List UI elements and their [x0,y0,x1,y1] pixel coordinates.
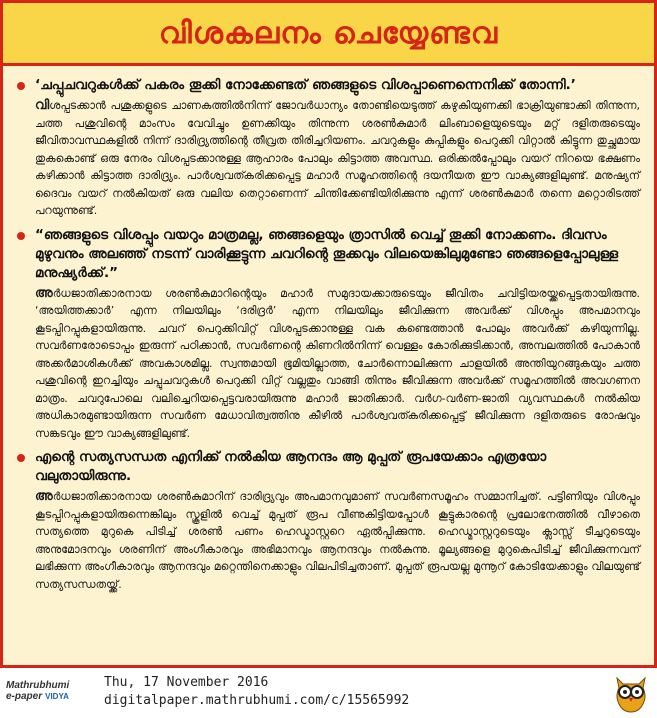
section-3 [17,448,640,593]
section-3-quote: എന്റെ സത്യസന്ധത എനിക്ക് നൽകിയ ആനന്ദം ആ മുപ്പത് രൂപയേക്കാം എത്രയോ വലുതായിരുന്നു. [17,448,640,486]
section-1-body: വിശപ്പടക്കാൻ പശുക്കളുടെ ചാണകത്തിൽനിന്ന് ജോവർധാന്യം തോണ്ടിയെടുത്ത് കഴുകിയുണക്കി ഭാക്രിയുണ്ടാക്കി തിന്നുന്ന, ചത്ത പശുവിന്റെ മാംസം വേവിച്ചും ഉണക്കിയും തിന്നുന്ന ശരൺകുമാർ ലിംബാളെയുടെയും മറ്റ് ദളിതരുടെയും ജീവിതാവസ്ഥകളിൽ നിന്ന് ദാരിദ്ര്യത്തിന്റെ തീവ്രത തിരിച്ചറിയണം. ചവറുകളും കുപ്പികളും പെറുക്കി വിറ്റാൽ കിട്ടുന്ന തുച്ഛമായ തുകകൊണ്ട് ഒരു നേരം വിശപ്പടക്കാനുള്ള ആഹാരം പോലും കിട്ടാത്ത അവസ്ഥ. ഒരിക്കൽപ്പോലും വയറ് നിറയെ ഭക്ഷണം കഴിക്കാൻ കിട്ടാത്ത ദാരിദ്ര്യം. പാർശ്വവത്കരിക്കപ്പെട്ട മഹാർ സമൂഹത്തിന്റെ ദയനീയത ഈ വാക്യങ്ങളിലുണ്ട്. മനുഷ്യന് ദൈവം വയറ് നൽകിയത് ഒരു വലിയ തെറ്റാണെന്ന് ചിന്തിക്കേണ്ടിയിരിക്കുന്നു എന്ന് ശരൺകുമാർ തന്നെ മറ്റൊരിടത്ത് പറയുന്നുണ്ട്. [35,98,640,217]
owl-mascot-icon [611,672,651,714]
epaper-footer [0,668,657,718]
mathrubhumi-logo: Mathrubhumi e-paper VIDYA [6,680,70,702]
section-2 [17,226,640,443]
article-title: വിശകലനം ചെയ്യേണ്ടവ [158,15,499,51]
bullet-icon [17,454,25,462]
section-1 [17,76,640,220]
section-3-body: അർധജാതിക്കാരനായ ശരൺകുമാറിന് ദാരിദ്ര്യവും അപമാനവുമാണ് സവർണസമൂഹം സമ്മാനിച്ചത്. പട്ടിണിയും വിശപ്പും കൂടപ്പിറപ്പുകളായിരുന്നെങ്കിലും സ്കൂളിൽ വെച്ച് മുപ്പത് രൂപ വീണുകിട്ടിയപ്പോൾ കൂട്ടുകാരന്റെ പ്രലോഭനത്തിൽ വീഴാതെ സത്യത്തെ മുറുകെ പിടിച്ച് ശരൺ പണം ഹെഡ്മാസ്റ്ററെ ഏൽപ്പിക്കുന്നു. ഹെഡ്മാസ്റ്ററുടെയും ക്ലാസ്സ് ടീച്ചറുടെയും അനുമോദനവും ശരണിന് അംഗീകാരവും അഭിമാനവും ആനന്ദവും നൽകുന്നു. മൂല്യങ്ങളെ മുറുകെപിടിച്ച് ജീവിക്കുന്നവന് ലഭിക്കുന്ന അംഗീകാരവും ആനന്ദവും മറ്റെന്തിനെക്കാളും വിലപിടിച്ചതാണ്. മുപ്പത് രൂപയല്ല മുന്നൂറ് കോടിയേക്കാളും വിലയുണ്ട് സത്യസന്ധതയ്ക്ക്. [35,489,640,591]
section-1-quote: ‘ചപ്പുചവറുകൾക്ക് പകരം തൂക്കി നോക്കേണ്ടത് ഞങ്ങളുടെ വിശപ്പാണെന്നെനിക്ക് തോന്നി.’ [17,76,640,95]
section-2-body: അർധജാതിക്കാരനായ ശരൺകുമാറിന്റെയും മഹാർ സമുദായക്കാരുടെയും ജീവിതം ചവിട്ടിയരയ്ക്കപ്പെട്ടതായിരുന്നു. ‘അയിത്തക്കാർ’ എന്ന നിലയിലും ‘ദരിദ്രർ’ എന്ന നിലയിലും ജീവിക്കുന്ന അവർക്ക് വിശപ്പും അപമാനവും കൂടപ്പിറപ്പുകളായിരുന്നു. ചവറ് പെറുക്കിവിറ്റ് വിശപ്പടക്കാനുള്ള വക കണ്ടെത്താൻ പോലും അവർക്ക് കഴിയുന്നില്ല. സവർണരോടൊപ്പം ഇരുന്ന് പഠിക്കാൻ, സവർണന്റെ കിണറിൽനിന്ന് വെള്ളം കോരിക്കുടിക്കാൻ, അമ്പലത്തിൽ പോകാൻ അക്കർമാശികൾക്ക് അവകാശമില്ല. സ്വന്തമായി ഭൂമിയില്ലാത്ത, ചോർന്നൊലിക്കുന്ന ചാളയിൽ അന്തിയുറങ്ങുകയും ചത്ത പശുവിന്റെ ഇറച്ചിയും ചപ്പുചവറുകൾ പെറുക്കി വിറ്റ് വല്ലതും വാങ്ങി തിന്നും ജീവിക്കുന്ന അവർക്ക് സമൂഹത്തിൽ അവഗണന മാത്രം. ചവറുപോലെ വലിച്ചെറിയപ്പെട്ടവരായിരുന്നു മഹാർ ജാതിക്കാർ. വർഗ-വർണ-ജാതി വ്യവസ്ഥകൾ നൽകിയ അധികാരമുണ്ടായിരുന്ന സവർണ മേധാവിത്വത്തിനു കീഴിൽ പാർശ്വവത്കരിക്കപ്പെട്ട് ജീവിക്കുന്ന ദളിതരുടെ രോഷവും സങ്കടവും ഈ വാക്യങ്ങളിലുണ്ട്. [35,285,640,440]
bullet-icon [17,232,25,240]
publication-date: Thu, 17 November 2016 [104,675,269,690]
bullet-icon [17,82,25,90]
article-content [3,66,654,593]
clip-url[interactable]: digitalpaper.mathrubhumi.com/c/15565992 [104,693,410,708]
section-2-quote: “ഞങ്ങളുടെ വിശപ്പും വയറും മാത്രമല്ല, ഞങ്ങളെയും ത്രാസിൽ വെച്ച് തൂക്കി നോക്കണം. ദിവസം മുഴുവനും അലഞ്ഞ് നടന്ന് വാരിക്കൂട്ടുന്ന ചവറിന്റെ തൂക്കവും വിലയെങ്കിലുമുണ്ടോ ഞങ്ങളെപ്പോലുള്ള മനുഷ്യർക്ക്.” [17,226,640,283]
publication-meta [104,674,409,710]
title-banner [3,3,654,66]
